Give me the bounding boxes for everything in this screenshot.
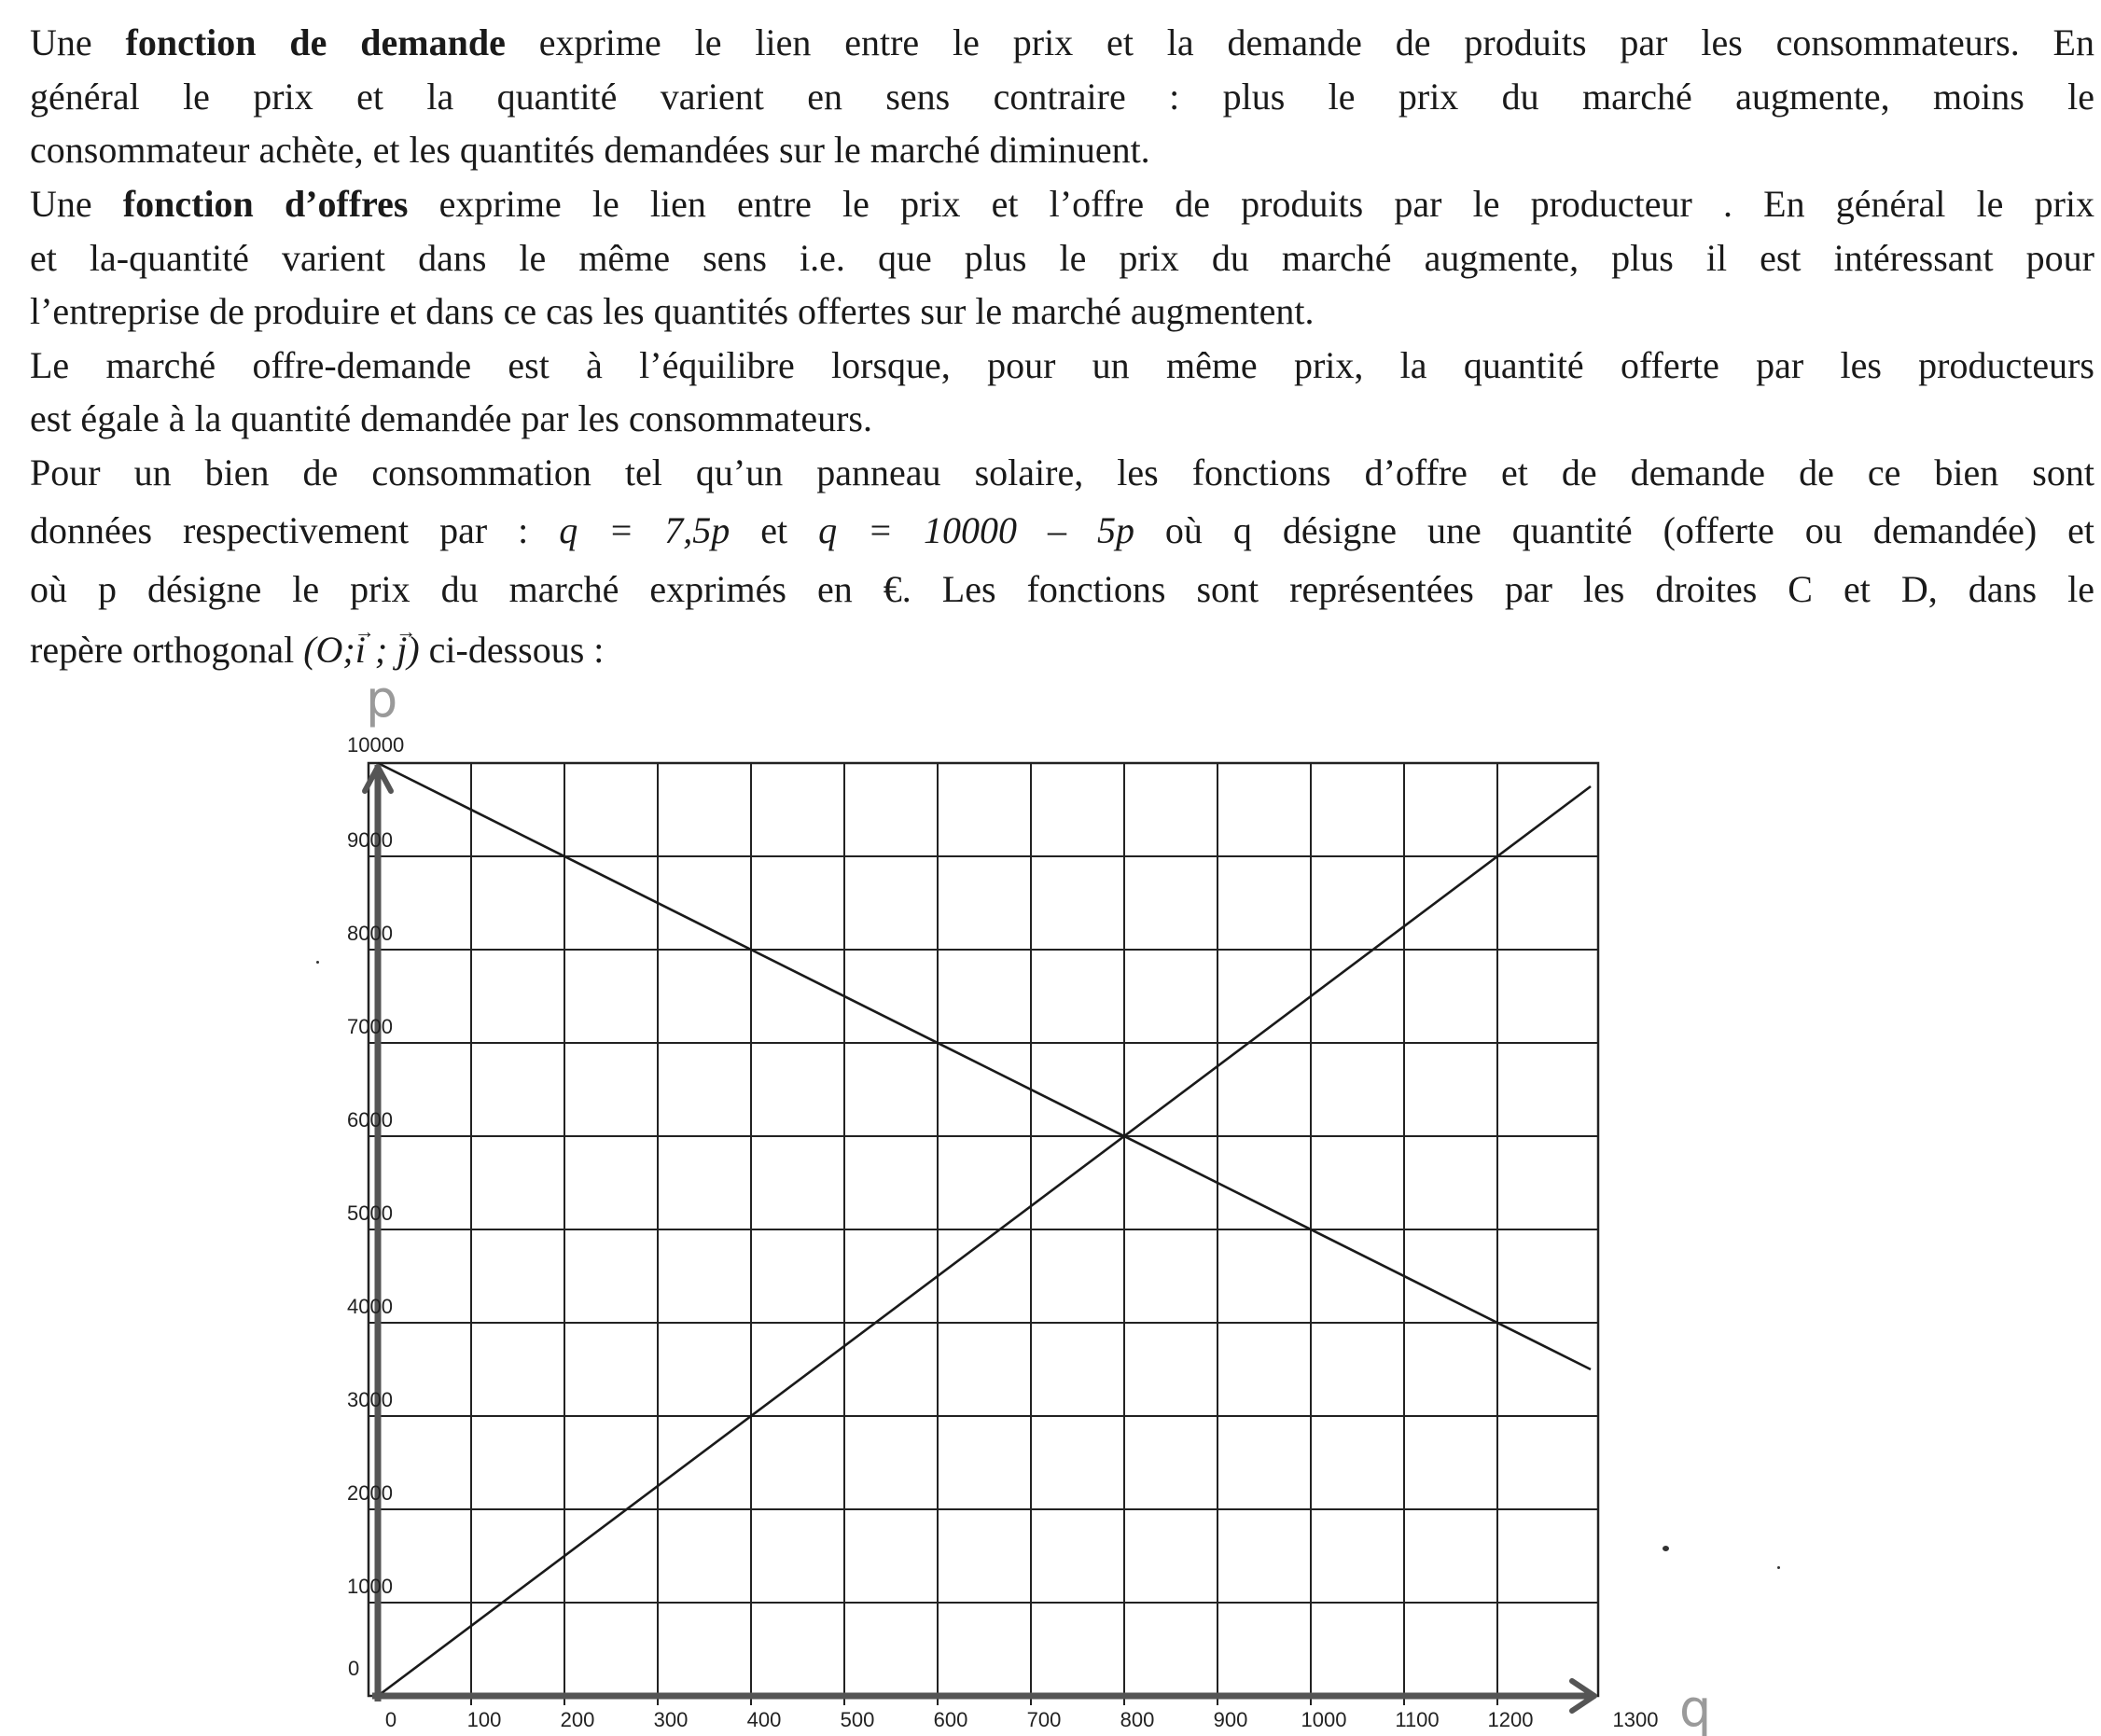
x-tick-label: 800 (1120, 1708, 1155, 1731)
y-tick-label: 7000 (347, 1015, 393, 1038)
y-tick-label: 3000 (347, 1388, 393, 1411)
text-run: où q désigne une quantité (offerte ou demandée) et (1134, 509, 2094, 551)
x-tick-label: 900 (1213, 1708, 1248, 1731)
x-tick-label: 0 (384, 1708, 397, 1731)
supply-equation: q = 7,5p (559, 509, 730, 551)
p1-line2: général le prix et la quantité varient en sens contraire : plus le prix du marché augmente, moins le (30, 76, 2094, 118)
y-tick-label: 4000 (347, 1295, 393, 1318)
chart-axes (365, 765, 1594, 1711)
text-run: et (730, 509, 819, 551)
frame-sep: ; (365, 629, 397, 671)
p1-line3: consommateur achète, et les quantités demandées sur le marché diminuent. (30, 129, 1150, 171)
x-tick-label: 1100 (1395, 1708, 1440, 1731)
frame-close: ) (407, 629, 420, 671)
p2-line2: et la-quantité varient dans le même sens i.e. que plus le prix du marché augmente, plus il est intéressant pour (30, 237, 2094, 279)
p2-line3: l’entreprise de produire et dans ce cas les quantités offertes sur le marché augmentent. (30, 290, 1315, 332)
text-run: Une (30, 183, 123, 225)
frame-open: (O; (303, 629, 355, 671)
y-tick-label: 2000 (347, 1481, 393, 1505)
text-run: repère orthogonal (30, 629, 304, 671)
x-tick-label: 1200 (1487, 1708, 1534, 1731)
y-tick-label: 0 (348, 1657, 360, 1680)
y-tick-label: 9000 (347, 828, 393, 852)
text-run: Une (30, 21, 126, 63)
x-tick-label: 1000 (1301, 1708, 1347, 1731)
p4-line1: Pour un bien de consommation tel qu’un panneau solaire, les fonctions d’offre et de demande de ce bien sont (30, 451, 2094, 493)
x-tick-label: 700 (1026, 1708, 1062, 1731)
text-run: exprime le lien entre le prix et la demande de produits par les consommateurs. En (505, 21, 2094, 63)
series-line-C (378, 786, 1591, 1696)
handwritten-p-label: p (366, 670, 398, 729)
handwritten-q-label: q (1679, 1679, 1712, 1736)
vector-i: → i (355, 628, 366, 673)
vector-j: → j (397, 628, 407, 673)
y-tick-label: 1000 (347, 1575, 393, 1598)
term-supply-function: fonction d’offres (122, 183, 409, 225)
y-tick-label: 10000 (347, 733, 405, 757)
text-run: données respectivement par : (30, 509, 560, 551)
y-tick-label: 8000 (347, 922, 393, 945)
x-tick-label: 200 (560, 1708, 595, 1731)
scan-speck (1663, 1546, 1669, 1551)
y-tick-label: 6000 (347, 1108, 393, 1132)
p4-line3: où p désigne le prix du marché exprimés en €. Les fonctions sont représentées par les droites C et D, dans le (30, 568, 2094, 610)
p3-line1: Le marché offre-demande est à l’équilibre lorsque, pour un même prix, la quantité offerte par les producteurs (30, 344, 2094, 386)
scan-speck (316, 961, 319, 964)
text-run: ci-dessous : (419, 629, 605, 671)
x-tick-label: 100 (466, 1708, 502, 1731)
p3-line2: est égale à la quantité demandée par les consommateurs. (30, 397, 872, 439)
x-tick-label: 600 (933, 1708, 968, 1731)
demand-equation: q = 10000 – 5p (818, 509, 1134, 551)
x-tick-label: 300 (653, 1708, 689, 1731)
x-tick-label: 500 (840, 1708, 875, 1731)
series-line-D (378, 763, 1591, 1369)
y-tick-label: 5000 (347, 1201, 393, 1225)
x-tick-label: 1300 (1612, 1708, 1659, 1731)
scan-speck (1777, 1566, 1780, 1569)
x-tick-label: 400 (746, 1708, 782, 1731)
term-demand-function: fonction de demande (125, 21, 506, 63)
text-run: exprime le lien entre le prix et l’offre de produits par le producteur . En général le prix (408, 183, 2094, 225)
